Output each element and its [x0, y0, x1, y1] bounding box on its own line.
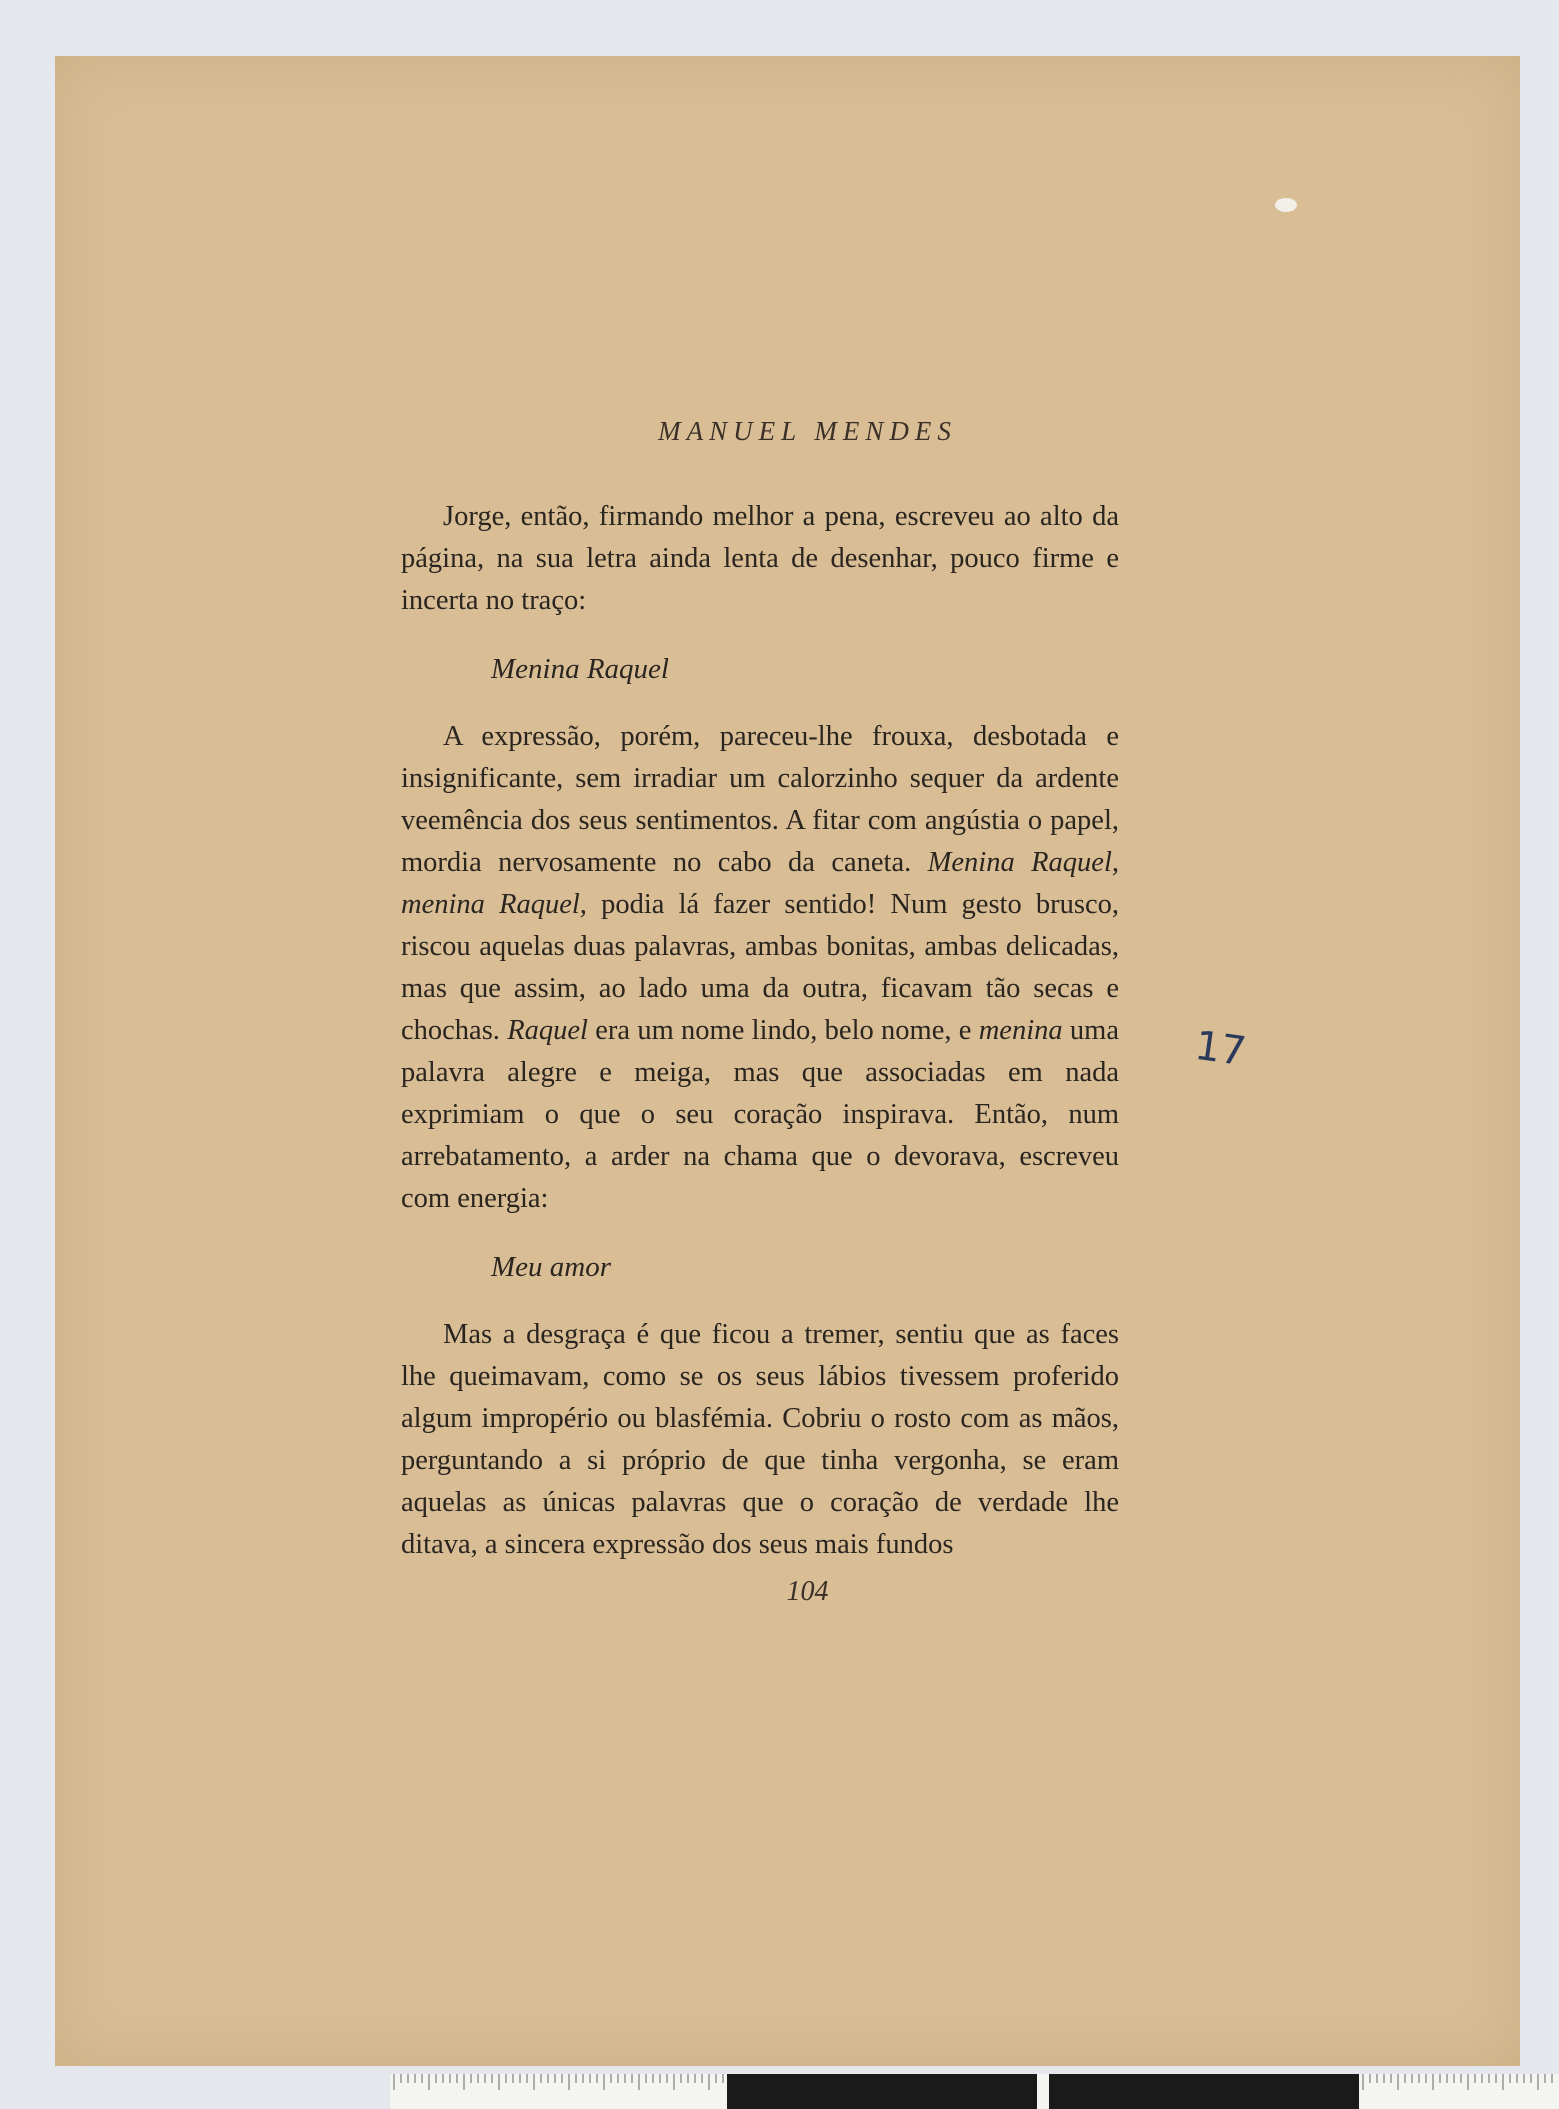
- paragraph-2-italic-2: Raquel: [507, 1015, 588, 1046]
- paragraph-2: [401, 716, 1119, 1220]
- ruler-light-segment: [1359, 2074, 1559, 2109]
- ruler-dark-segment: [727, 2074, 1037, 2109]
- handwritten-margin-note: 17: [1192, 1022, 1249, 1076]
- paragraph-2-part-3: podia lá fazer sentido! Num gesto brusco, riscou aquelas duas palavras, ambas bonitas, ambas delicadas, mas que assim, ao lado uma da outra, ficavam tão secas e chochas.: [401, 889, 1119, 1046]
- scale-ruler: [390, 2074, 1559, 2109]
- running-head: MANUEL MENDES: [658, 416, 957, 446]
- paragraph-2-italic-3: menina: [978, 1015, 1063, 1046]
- ruler-light-segment: [1037, 2074, 1049, 2109]
- paragraph-1: Jorge, então, firmando melhor a pena, escreveu ao alto da página, na sua letra ainda lenta de desenhar, pouco firme e incerta no traço:: [401, 501, 1119, 616]
- salutation-menina-raquel: Menina Raquel: [491, 653, 669, 685]
- body-text: [401, 496, 1119, 1566]
- page-number: 104: [786, 1576, 829, 1607]
- ruler-light-segment: [390, 2074, 727, 2109]
- paper-damage-speck: [1275, 198, 1297, 212]
- paragraph-3: Mas a desgraça é que ficou a tremer, sentiu que as faces lhe queimavam, como se os seus lábios tivessem proferido algum impropério ou blasfémia. Cobriu o rosto com as mãos, perguntando a si próprio de que tinha vergonha, se eram aquelas as únicas palavras que o coração de verdade lhe ditava, a sincera expressão dos seus mais fundos: [401, 1319, 1119, 1560]
- ruler-dark-segment: [1049, 2074, 1359, 2109]
- paragraph-2-italic-1: Menina Raquel, menina Raquel,: [401, 847, 1119, 920]
- salutation-meu-amor: Meu amor: [491, 1251, 612, 1283]
- paragraph-2-part-5: era um nome lindo, belo nome, e: [587, 1015, 979, 1046]
- paragraph-2-part-1: A expressão, porém, pareceu-lhe frouxa, desbotada e insignificante, sem irradiar um calorzinho sequer da ardente veemência dos seus sentimentos. A fitar com angústia o papel, mordia nervosamente no cabo da caneta.: [401, 721, 1119, 878]
- paragraph-2-part-7: uma palavra alegre e meiga, mas que associadas em nada exprimiam o que o seu coração inspirava. Então, num arrebatamento, a arder na chama que o devorava, escreveu com energia:: [401, 1015, 1119, 1214]
- book-page: [55, 56, 1520, 2066]
